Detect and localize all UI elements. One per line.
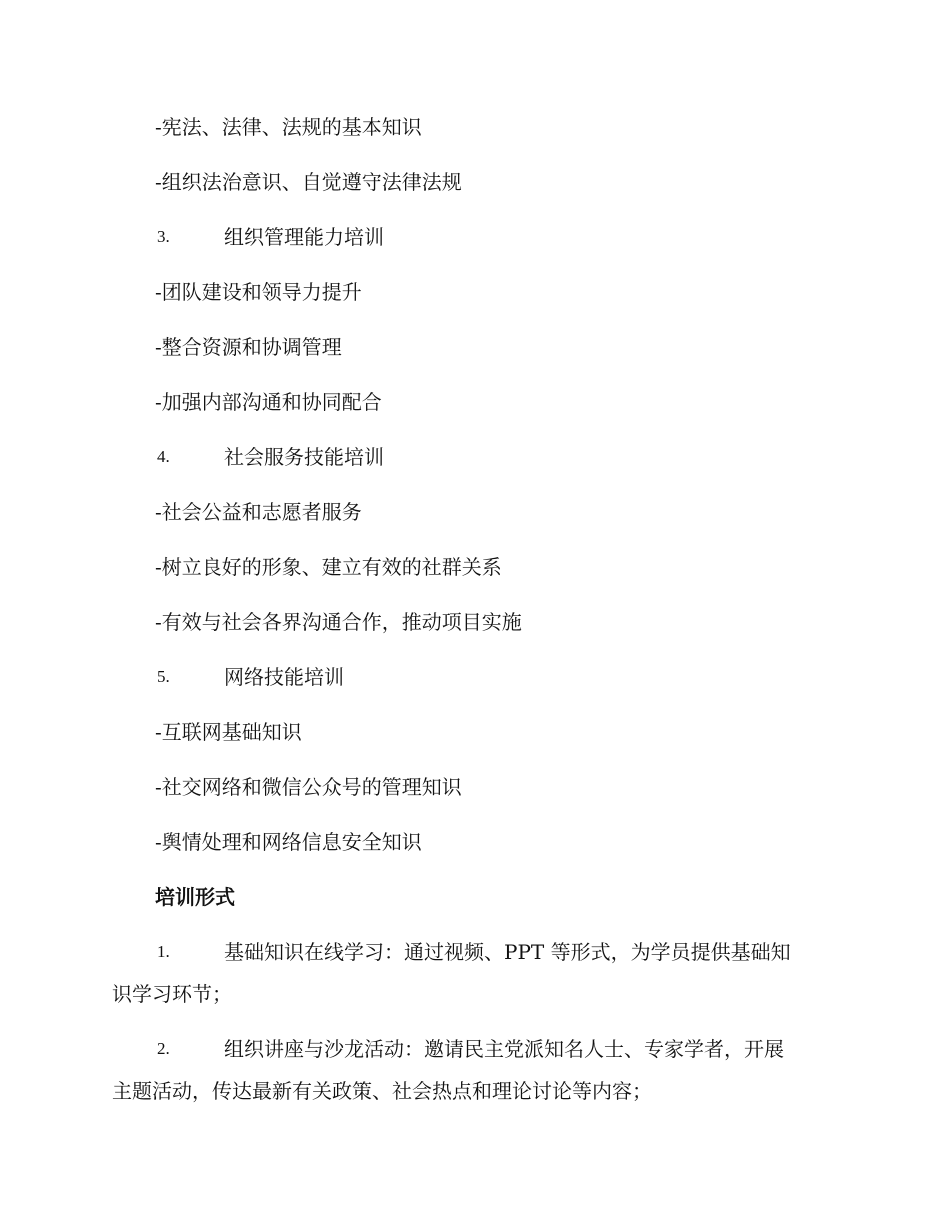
bullet-volunteer-service: -社会公益和志愿者服务 xyxy=(155,500,362,524)
bullet-rule-of-law: -组织法治意识、自觉遵守法律法规 xyxy=(155,170,462,194)
item-title-management: 组织管理能力培训 xyxy=(224,225,384,249)
item-title-network: 网络技能培训 xyxy=(224,665,344,689)
bullet-team-building: -团队建设和领导力提升 xyxy=(155,280,362,304)
bullet-resource-integration: -整合资源和协调管理 xyxy=(155,335,342,359)
format-number-1: 1. xyxy=(157,942,170,961)
item-number-3: 3. xyxy=(157,227,170,246)
bullet-information-security: -舆情处理和网络信息安全知识 xyxy=(155,830,422,854)
bullet-social-media-management: -社交网络和微信公众号的管理知识 xyxy=(155,775,462,799)
bullet-project-cooperation: -有效与社会各界沟通合作，推动项目实施 xyxy=(155,610,522,634)
bullet-internet-basics: -互联网基础知识 xyxy=(155,720,302,744)
format-1-line-2: 识学习环节； xyxy=(112,982,232,1006)
bullet-community-relations: -树立良好的形象、建立有效的社群关系 xyxy=(155,555,502,579)
bullet-internal-communication: -加强内部沟通和协同配合 xyxy=(155,390,382,414)
item-number-4: 4. xyxy=(157,447,170,466)
format-2-line-1: 组织讲座与沙龙活动：邀请民主党派知名人士、专家学者，开展 xyxy=(224,1037,784,1061)
item-number-5: 5. xyxy=(157,667,170,686)
format-1-line-1: 基础知识在线学习：通过视频、PPT 等形式，为学员提供基础知 xyxy=(224,940,791,964)
item-title-social-service: 社会服务技能培训 xyxy=(224,445,384,469)
section-heading-training-format: 培训形式 xyxy=(155,885,235,909)
format-2-line-2: 主题活动，传达最新有关政策、社会热点和理论讨论等内容； xyxy=(112,1079,652,1103)
bullet-constitution-knowledge: -宪法、法律、法规的基本知识 xyxy=(155,115,422,139)
format-number-2: 2. xyxy=(157,1039,170,1058)
